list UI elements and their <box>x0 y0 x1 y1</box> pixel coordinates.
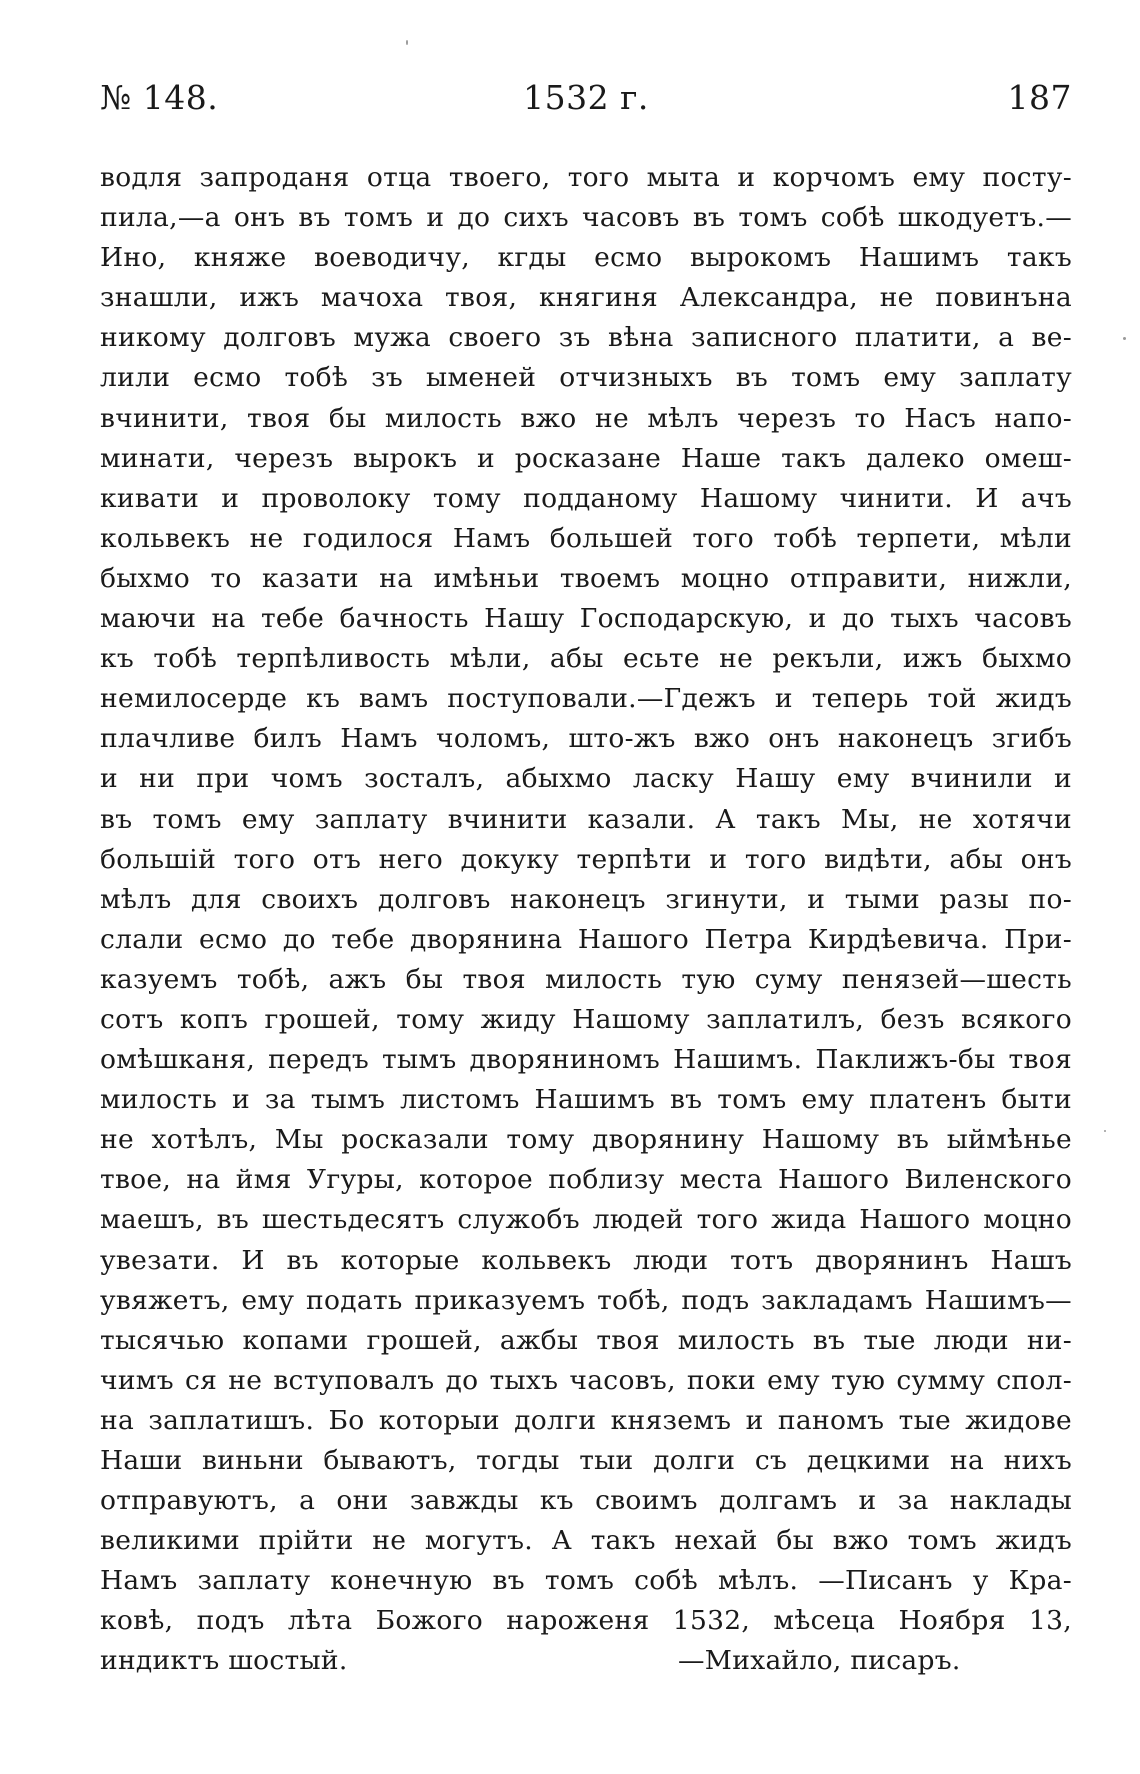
text-line: пила,—а онъ въ томъ и до сихъ часовъ въ томъ собѣ шкодуетъ.— <box>100 202 1072 234</box>
text-line: чимъ ся не вступовалъ до тыхъ часовъ, поки ему тую сумму спол- <box>100 1364 1072 1396</box>
text-line: казуемъ тобѣ, ажъ бы твоя милость тую суму пенязей—шесть <box>100 963 1072 995</box>
text-line: маючи на тебе бачность Нашу Господарскую, и до тыхъ часовъ <box>100 603 1072 635</box>
document-body <box>100 158 1072 1682</box>
text-line: Наши виньни бываютъ, тогды тыи долги съ децкими на нихъ <box>100 1445 1072 1476</box>
text-line: мѣлъ для своихъ долговъ наконецъ згинути, и тыми разы по- <box>100 883 1072 915</box>
text-line: быхмо то казати на имѣньи твоемъ моцно отправити, нижли, <box>100 562 1072 594</box>
text-line: сотъ копъ грошей, тому жиду Нашому заплатилъ, безъ всякого <box>100 1003 1072 1035</box>
page-number: 187 <box>1007 78 1072 117</box>
text-line: вчинити, твоя бы милость вжо не мѣлъ черезъ то Насъ напо- <box>100 402 1072 434</box>
text-line: Намъ заплату конечную въ томъ собѣ мѣлъ. —Писанъ у Кра- <box>100 1565 1072 1597</box>
page-header <box>100 78 1072 128</box>
scan-speck <box>1123 337 1126 340</box>
text-line: и ни при чомъ зосталъ, абыхмо ласку Нашу ему вчинили и <box>100 763 1072 795</box>
text-line: кольвекъ не годилося Намъ большей того тобѣ терпети, мѣли <box>100 522 1072 554</box>
text-line: ковѣ, подъ лѣта Божого нароженя 1532, мѣсеца Ноября 13, <box>100 1605 1072 1637</box>
text-line: къ тобѣ терпѣливость мѣли, абы есьте не рекъли, ижъ быхмо <box>100 643 1072 675</box>
text-line: водля запроданя отца твоего, того мыта и корчомъ ему посту- <box>100 162 1072 193</box>
text-line: на заплатишъ. Бо которыи долги княземъ и паномъ тые жидове <box>100 1404 1072 1436</box>
text-line: милость и за тымъ листомъ Нашимъ въ томъ ему платенъ быти <box>100 1084 1072 1116</box>
text-line: немилосерде къ вамъ поступовали.—Гдежъ и теперь той жидъ <box>100 683 1072 715</box>
text-line: отправуютъ, а они завжды къ своимъ долгамъ и за наклады <box>100 1485 1072 1517</box>
signature: —Михайло, писаръ. <box>678 1645 961 1677</box>
text-line: тысячью копами грошей, ажбы твоя милость въ тые люди ни- <box>100 1324 1072 1356</box>
text-line: знашли, ижъ мачоха твоя, княгиня Александра, не повинъна <box>100 282 1072 314</box>
text-line: твое, на ймя Угуры, которое поблизу места Нашого Виленского <box>100 1164 1072 1196</box>
text-line: слали есмо до тебе дворянина Нашого Петра Кирдѣевича. При- <box>100 923 1072 955</box>
text-line: омѣшканя, передъ тымъ дворяниномъ Нашимъ. Паклижъ-бы твоя <box>100 1044 1072 1076</box>
text-line: минати, черезъ вырокъ и росказане Наше такъ далеко омеш- <box>100 442 1072 474</box>
text-line: увяжетъ, ему подать приказуемъ тобѣ, подъ закладамъ Нашимъ— <box>100 1284 1072 1316</box>
scan-speck <box>1104 1130 1106 1132</box>
text-line: лили есмо тобѣ зъ ыменей отчизныхъ въ томъ ему заплату <box>100 362 1072 394</box>
text-line: никому долговъ мужа своего зъ вѣна записного платити, а ве- <box>100 322 1072 354</box>
text-line: Ино, княже воеводичу, кгды есмо вырокомъ Нашимъ такъ <box>100 242 1072 274</box>
text-line: великими прійти не могутъ. А такъ нехай бы вжо томъ жидъ <box>100 1525 1072 1557</box>
text-line: въ томъ ему заплату вчинити казали. А такъ Мы, не хотячи <box>100 803 1072 835</box>
text-line: не хотѣлъ, Мы росказали тому дворянину Нашому въ ыймѣнье <box>100 1124 1072 1156</box>
text-line: плачливе билъ Намъ чоломъ, што-жъ вжо онъ наконецъ згибъ <box>100 723 1072 755</box>
indiction-text: индиктъ шостый. <box>100 1645 348 1677</box>
text-line: увезати. И въ которые кольвекъ люди тотъ дворянинъ Нашъ <box>100 1244 1072 1276</box>
text-line: маешъ, въ шестьдесятъ служобъ людей того жида Нашого моцно <box>100 1204 1072 1236</box>
text-line: кивати и проволоку тому подданому Нашому чинити. И ачъ <box>100 482 1072 514</box>
text-line: большій того отъ него докуку терпѣти и того видѣти, абы онъ <box>100 843 1072 875</box>
document-number: № 148. <box>100 78 219 117</box>
document-year: 1532 г. <box>523 78 649 117</box>
scan-speck <box>406 40 408 45</box>
closing-line <box>100 1641 1072 1681</box>
